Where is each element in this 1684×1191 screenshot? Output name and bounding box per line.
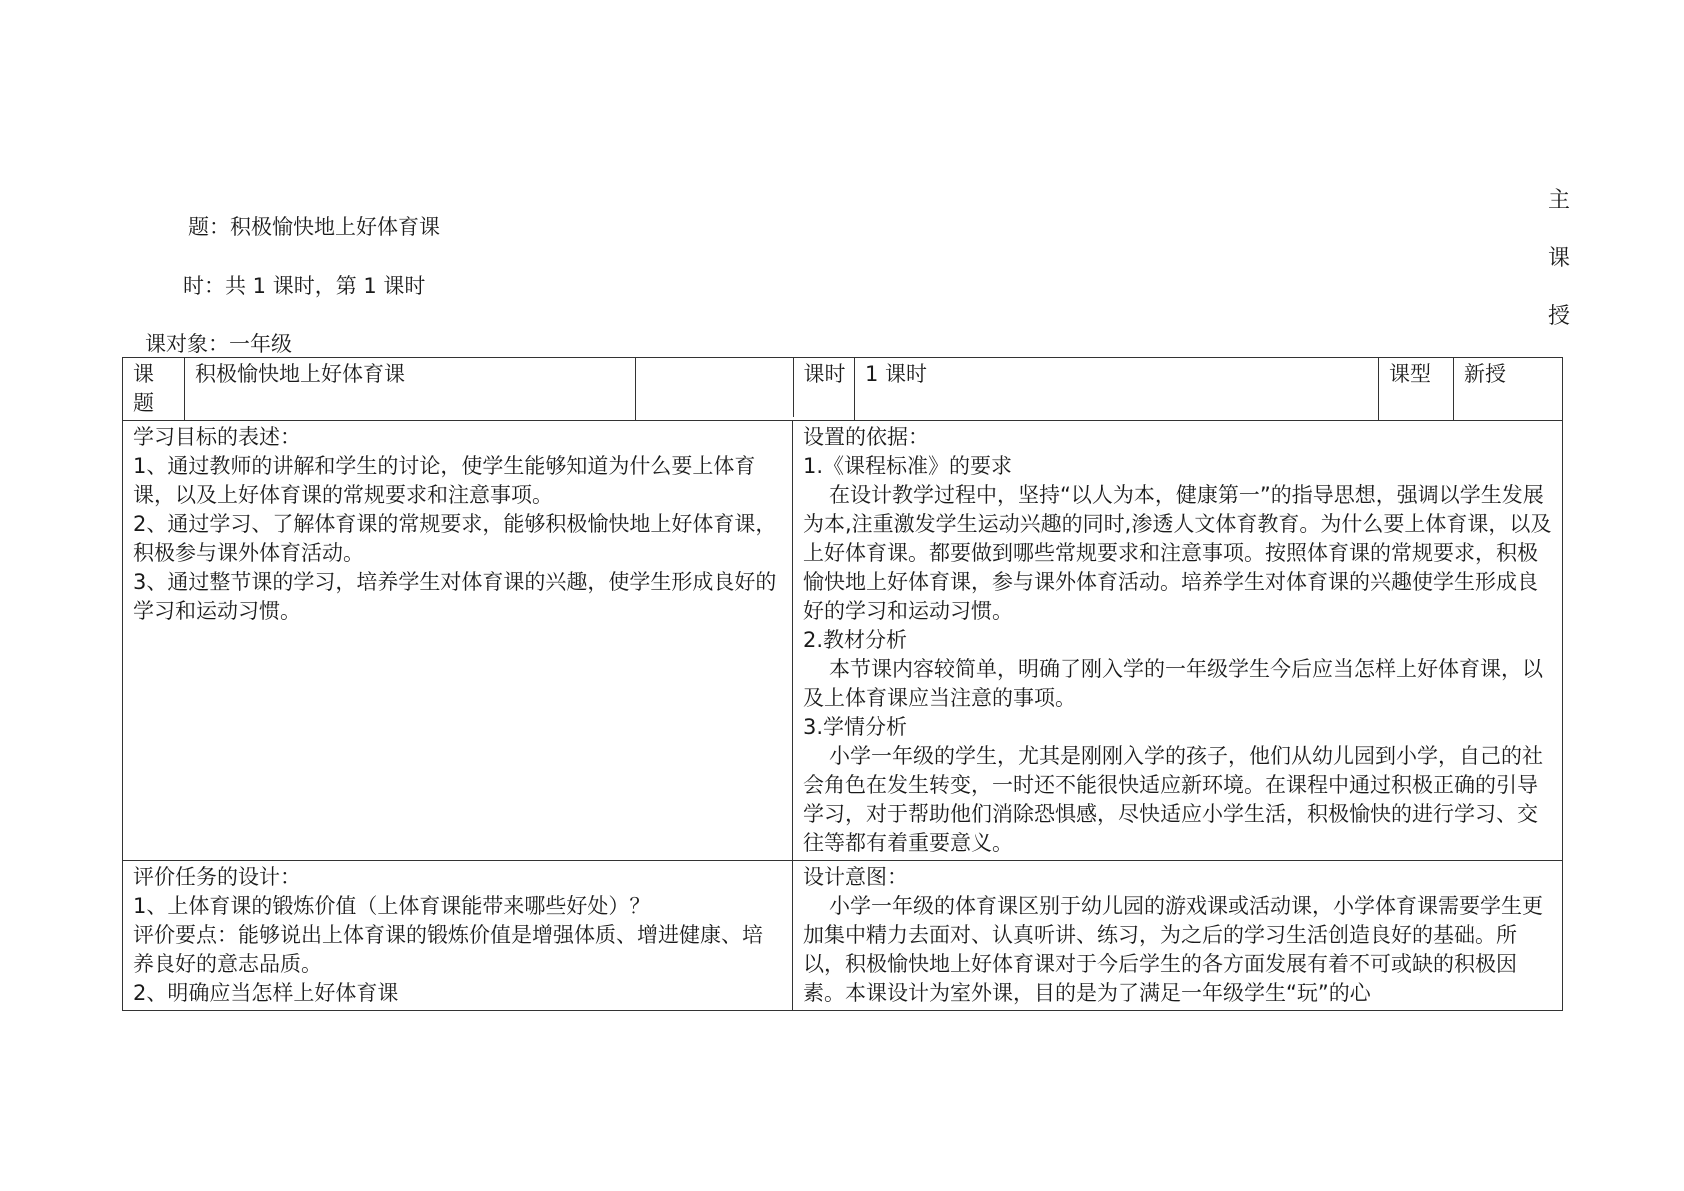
intent-text: 小学一年级的体育课区别于幼儿园的游戏课或活动课，小学体育课需要学生更加集中精力去面对、认真听讲、练习，为之后的学习生活创造良好的基础。所以，积极愉快地上好体育课对于今后学生的各方面发展有着不可或缺的积极因素。本课设计为室外课，目的是为了满足一年级学生“玩”的心: [803, 894, 1543, 1005]
type-label: 课型: [1389, 362, 1431, 386]
topic-label-cell: [123, 358, 185, 421]
evaluation-row: [123, 861, 1563, 1011]
topic-value-cell: [185, 358, 636, 421]
basis-section-3-text: 小学一年级的学生，尤其是刚刚入学的孩子，他们从幼儿园到小学，自己的社会角色在发生转变，一时还不能很快适应新环境。在课程中通过积极正确的引导学习，对于帮助他们消除恐惧感，尽快适应小学生活，积极愉快的进行学习、交往等都有着重要意义。: [803, 744, 1543, 855]
goals-cell: [123, 421, 793, 861]
intent-heading: 设计意图：: [803, 865, 908, 889]
type-value-cell: [1454, 358, 1563, 421]
basis-section-2-text: 本节课内容较简单，明确了刚入学的一年级学生今后应当怎样上好体育课，以及上体育课应当注意的事项。: [803, 657, 1543, 710]
hours-value-cell: [855, 358, 1379, 421]
audience-line: 课对象：一年级: [145, 332, 292, 356]
hours-label-wrapper: [636, 358, 855, 421]
side-char-1: 主: [1548, 188, 1571, 213]
goal-item-3: 3、通过整节课的学习，培养学生对体育课的兴趣，使学生形成良好的学习和运动习惯。: [133, 570, 777, 623]
evaluation-cell: [123, 861, 793, 1011]
basis-section-3-title: 3.学情分析: [803, 715, 908, 739]
basis-cell: [793, 421, 1563, 861]
lesson-plan-table: [122, 357, 1563, 1011]
evaluation-heading: 评价任务的设计：: [133, 865, 301, 889]
intent-cell: [793, 861, 1563, 1011]
basis-section-1-text: 在设计教学过程中，坚持“以人为本，健康第一”的指导思想，强调以学生发展为本,注重激发学生运动兴趣的同时,渗透人文体育教育。为什么要上体育课，以及上好体育课。都要做到哪些常规要求和注意事项。按照体育课的常规要求，积极愉快地上好体育课，参与课外体育活动。培养学生对体育课的兴趣使学生形成良好的学习和运动习惯。: [803, 483, 1552, 623]
basis-section-1-title: 1.《课程标准》的要求: [803, 454, 1013, 478]
hours-value: 1 课时: [865, 362, 928, 386]
hours-line: 时：共 1 课时，第 1 课时: [183, 274, 426, 298]
basis-heading: 设置的依据：: [803, 425, 929, 449]
topic-value: 积极愉快地上好体育课: [195, 362, 405, 386]
goals-heading: 学习目标的表述：: [133, 425, 301, 449]
goals-row: [123, 421, 1563, 861]
topic-line: 题：积极愉快地上好体育课: [188, 215, 440, 239]
evaluation-item-1: 1、上体育课的锻炼价值（上体育课能带来哪些好处）？: [133, 894, 651, 918]
basis-section-2-title: 2.教材分析: [803, 628, 908, 652]
side-char-2: 课: [1548, 246, 1571, 271]
hours-label-cell: [793, 358, 855, 417]
goal-item-1: 1、通过教师的讲解和学生的讨论，使学生能够知道为什么要上体育课，以及上好体育课的常规要求和注意事项。: [133, 454, 756, 507]
goal-item-2: 2、通过学习、了解体育课的常规要求，能够积极愉快地上好体育课，积极参与课外体育活动。: [133, 512, 777, 565]
evaluation-item-2: 评价要点：能够说出上体育课的锻炼价值是增强体质、增进健康、培养良好的意志品质。: [133, 923, 763, 976]
summary-row: [123, 358, 1563, 421]
evaluation-item-3: 2、明确应当怎样上好体育课: [133, 981, 399, 1005]
type-label-cell: [1379, 358, 1454, 421]
side-char-3: 授: [1548, 304, 1571, 329]
type-value: 新授: [1464, 362, 1506, 386]
topic-label: 课题: [133, 362, 154, 415]
hours-label: 课时: [803, 362, 846, 386]
